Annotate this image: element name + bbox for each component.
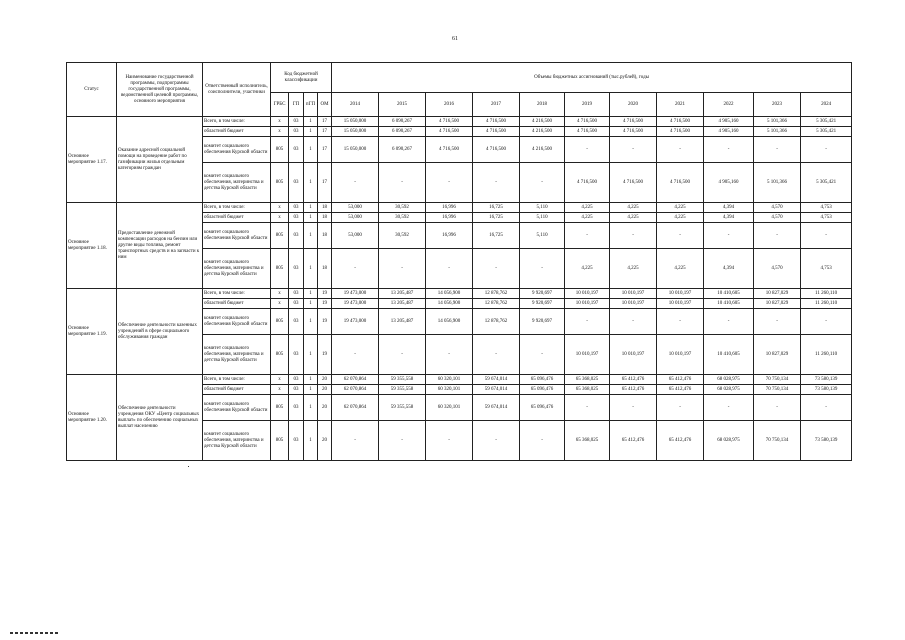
amount-cell: - <box>520 163 565 203</box>
amount-cell: 19 473,000 <box>332 289 379 299</box>
amount-cell: 4,225 <box>610 203 657 213</box>
amount-cell: 12 878,762 <box>473 289 520 299</box>
amount-cell: 4 716,500 <box>610 117 657 127</box>
amount-cell: - <box>379 249 426 289</box>
gp-code-cell: 03 <box>289 249 304 289</box>
amount-cell: 65 412,476 <box>610 375 657 385</box>
executor-cell: комитет социального обеспечения, материнства и детства Курской области <box>203 335 271 375</box>
om-code-cell: 19 <box>318 309 332 335</box>
gp-code-cell: 03 <box>289 289 304 299</box>
amount-cell: 68 028,975 <box>704 421 754 461</box>
grbs-code-cell: х <box>271 127 289 137</box>
amount-cell: - <box>379 163 426 203</box>
header-year: 2024 <box>801 93 852 117</box>
gp-code-cell: 03 <box>289 137 304 163</box>
amount-cell: 16,725 <box>473 223 520 249</box>
amount-cell: 4 716,500 <box>657 117 704 127</box>
measure-name-cell: Предоставление денежной компенсации расходов на бензин или другие виды топлива, ремонт транспортных средств и на запчасти к ним <box>117 203 203 289</box>
amount-cell: 6 090,267 <box>379 137 426 163</box>
amount-cell: 4,225 <box>657 249 704 289</box>
amount-cell: 6 090,267 <box>379 127 426 137</box>
pgp-code-cell: 1 <box>304 289 318 299</box>
amount-cell: 68 028,975 <box>704 375 754 385</box>
grbs-code-cell: х <box>271 385 289 395</box>
amount-cell: 70 750,134 <box>754 385 801 395</box>
amount-cell: - <box>426 421 473 461</box>
amount-cell: - <box>801 223 852 249</box>
amount-cell: - <box>565 137 610 163</box>
om-code-cell: 17 <box>318 117 332 127</box>
amount-cell: 10 010,197 <box>565 289 610 299</box>
amount-cell: 73 580,139 <box>801 385 852 395</box>
amount-cell: 65 412,476 <box>610 421 657 461</box>
amount-cell: - <box>332 421 379 461</box>
pgp-code-cell: 1 <box>304 117 318 127</box>
om-code-cell: 17 <box>318 163 332 203</box>
table-row <box>67 203 852 213</box>
om-code-cell: 19 <box>318 335 332 375</box>
grbs-code-cell: 805 <box>271 137 289 163</box>
pgp-code-cell: 1 <box>304 213 318 223</box>
amount-cell: - <box>565 395 610 421</box>
amount-cell: 4 216,500 <box>520 137 565 163</box>
executor-cell: комитет социального обеспечения, материнства и детства Курской области <box>203 249 271 289</box>
amount-cell: 10 410,605 <box>704 299 754 309</box>
amount-cell: 5 305,421 <box>801 163 852 203</box>
grbs-code-cell: 805 <box>271 223 289 249</box>
header-year: 2018 <box>520 93 565 117</box>
amount-cell: 9 920,697 <box>520 299 565 309</box>
header-grbs: ГРБС <box>271 93 289 117</box>
scan-edge-mark <box>10 632 58 634</box>
header-gp: ГП <box>289 93 304 117</box>
om-code-cell: 18 <box>318 213 332 223</box>
header-budget-classification: Код бюджетной классификации <box>271 63 332 93</box>
amount-cell: 16,725 <box>473 213 520 223</box>
om-code-cell: 19 <box>318 299 332 309</box>
amount-cell: 62 070,864 <box>332 395 379 421</box>
header-om: ОМ <box>318 93 332 117</box>
amount-cell: 10 010,197 <box>565 299 610 309</box>
grbs-code-cell: 805 <box>271 249 289 289</box>
amount-cell: 4,225 <box>610 249 657 289</box>
amount-cell: 59 674,014 <box>473 375 520 385</box>
executor-cell: комитет социального обеспечения Курской области <box>203 395 271 421</box>
amount-cell: 4 716,500 <box>565 163 610 203</box>
pgp-code-cell: 1 <box>304 223 318 249</box>
amount-cell: 4,570 <box>754 203 801 213</box>
grbs-code-cell: 805 <box>271 335 289 375</box>
table-row <box>67 375 852 385</box>
status-cell: Основное мероприятие 1.20. <box>67 375 117 461</box>
amount-cell: 15 050,000 <box>332 127 379 137</box>
grbs-code-cell: 805 <box>271 395 289 421</box>
amount-cell: - <box>473 335 520 375</box>
amount-cell: 10 410,605 <box>704 289 754 299</box>
om-code-cell: 18 <box>318 249 332 289</box>
amount-cell: 65 412,476 <box>657 375 704 385</box>
amount-cell: 73 580,139 <box>801 375 852 385</box>
gp-code-cell: 03 <box>289 385 304 395</box>
amount-cell: - <box>801 137 852 163</box>
pgp-code-cell: 1 <box>304 299 318 309</box>
amount-cell: - <box>565 223 610 249</box>
grbs-code-cell: х <box>271 117 289 127</box>
amount-cell: 60 320,101 <box>426 395 473 421</box>
amount-cell: 30,592 <box>379 203 426 213</box>
amount-cell: 4,225 <box>565 213 610 223</box>
amount-cell: - <box>426 163 473 203</box>
status-cell: Основное мероприятие 1.17. <box>67 117 117 203</box>
amount-cell: - <box>332 335 379 375</box>
om-code-cell: 20 <box>318 385 332 395</box>
amount-cell: - <box>426 249 473 289</box>
pgp-code-cell: 1 <box>304 421 318 461</box>
gp-code-cell: 03 <box>289 395 304 421</box>
executor-cell: областной бюджет <box>203 127 271 137</box>
gp-code-cell: 03 <box>289 203 304 213</box>
amount-cell: 65 368,025 <box>565 375 610 385</box>
om-code-cell: 18 <box>318 203 332 213</box>
header-year: 2023 <box>754 93 801 117</box>
amount-cell: 4 216,500 <box>520 117 565 127</box>
budget-allocation-table <box>66 62 852 461</box>
grbs-code-cell: х <box>271 203 289 213</box>
amount-cell: 11 260,110 <box>801 289 852 299</box>
amount-cell: - <box>704 395 754 421</box>
amount-cell: 12 878,762 <box>473 309 520 335</box>
grbs-code-cell: х <box>271 289 289 299</box>
amount-cell: - <box>332 249 379 289</box>
header-status: Статус <box>67 63 117 117</box>
pgp-code-cell: 1 <box>304 137 318 163</box>
amount-cell: 4,225 <box>657 203 704 213</box>
amount-cell: 5,110 <box>520 213 565 223</box>
header-name: Наименование государственной программы, подпрограммы государственной программы, ведомственной целевой программы, основного мероприятия <box>117 63 203 117</box>
executor-cell: Всего, в том числе: <box>203 375 271 385</box>
amount-cell: 62 070,864 <box>332 375 379 385</box>
amount-cell: - <box>754 309 801 335</box>
amount-cell: 70 750,134 <box>754 421 801 461</box>
grbs-code-cell: 805 <box>271 309 289 335</box>
gp-code-cell: 03 <box>289 127 304 137</box>
amount-cell: 4,394 <box>704 213 754 223</box>
amount-cell: 10 827,029 <box>754 289 801 299</box>
header-year: 2017 <box>473 93 520 117</box>
amount-cell: - <box>332 163 379 203</box>
grbs-code-cell: х <box>271 375 289 385</box>
amount-cell: 4 716,500 <box>610 127 657 137</box>
amount-cell: 53,000 <box>332 223 379 249</box>
amount-cell: 16,996 <box>426 203 473 213</box>
amount-cell: 4,753 <box>801 203 852 213</box>
amount-cell: 65 412,476 <box>657 421 704 461</box>
gp-code-cell: 03 <box>289 117 304 127</box>
gp-code-cell: 03 <box>289 421 304 461</box>
amount-cell: 4,225 <box>565 249 610 289</box>
page-number: 61 <box>452 36 458 42</box>
amount-cell: 5 101,366 <box>754 127 801 137</box>
amount-cell: - <box>610 223 657 249</box>
header-executor: Ответственный исполнитель, соисполнители, участники <box>203 63 271 117</box>
amount-cell: 4,394 <box>704 203 754 213</box>
om-code-cell: 20 <box>318 375 332 385</box>
amount-cell: 4 216,500 <box>520 127 565 137</box>
amount-cell: 4,753 <box>801 213 852 223</box>
amount-cell: 4 716,500 <box>565 117 610 127</box>
om-code-cell: 20 <box>318 421 332 461</box>
executor-cell: областной бюджет <box>203 385 271 395</box>
amount-cell: 4,570 <box>754 249 801 289</box>
gp-code-cell: 03 <box>289 335 304 375</box>
amount-cell: - <box>520 249 565 289</box>
grbs-code-cell: х <box>271 299 289 309</box>
amount-cell: 13 205,487 <box>379 299 426 309</box>
header-budget-volumes: Объемы бюджетных ассигнований (тыс.рублей), годы <box>332 63 852 93</box>
amount-cell: 4 716,500 <box>610 163 657 203</box>
header-year: 2019 <box>565 93 610 117</box>
amount-cell: 5,110 <box>520 203 565 213</box>
gp-code-cell: 03 <box>289 163 304 203</box>
measure-name-cell: Обеспечение деятельности учреждения ОКУ «Центр социальных выплат» по обеспечению социальных выплат населению <box>117 375 203 461</box>
amount-cell: 53,000 <box>332 213 379 223</box>
amount-cell: 14 056,900 <box>426 289 473 299</box>
pgp-code-cell: 1 <box>304 385 318 395</box>
amount-cell: 59 674,014 <box>473 395 520 421</box>
amount-cell: 65 096,476 <box>520 375 565 385</box>
amount-cell: 65 096,476 <box>520 385 565 395</box>
header-year: 2016 <box>426 93 473 117</box>
amount-cell: 16,996 <box>426 213 473 223</box>
amount-cell: 9 920,697 <box>520 309 565 335</box>
executor-cell: областной бюджет <box>203 299 271 309</box>
amount-cell: 4 716,500 <box>565 127 610 137</box>
amount-cell: 53,000 <box>332 203 379 213</box>
amount-cell: 4 716,500 <box>426 127 473 137</box>
amount-cell: 10 410,605 <box>704 335 754 375</box>
amount-cell: 10 010,197 <box>657 289 704 299</box>
measure-name-cell: Обеспечение деятельности казенных учреждений в сфере социального обслуживания граждан <box>117 289 203 375</box>
amount-cell: 65 412,476 <box>657 385 704 395</box>
amount-cell: 5 305,421 <box>801 127 852 137</box>
amount-cell: 10 010,197 <box>610 299 657 309</box>
pgp-code-cell: 1 <box>304 127 318 137</box>
amount-cell: - <box>754 395 801 421</box>
amount-cell: - <box>473 163 520 203</box>
executor-cell: Всего, в том числе: <box>203 289 271 299</box>
grbs-code-cell: 805 <box>271 421 289 461</box>
executor-cell: Всего, в том числе: <box>203 203 271 213</box>
header-year: 2014 <box>332 93 379 117</box>
amount-cell: 19 473,000 <box>332 299 379 309</box>
pgp-code-cell: 1 <box>304 335 318 375</box>
pgp-code-cell: 1 <box>304 249 318 289</box>
om-code-cell: 18 <box>318 223 332 249</box>
amount-cell: - <box>657 137 704 163</box>
amount-cell: 4,225 <box>610 213 657 223</box>
amount-cell: 10 010,197 <box>565 335 610 375</box>
amount-cell: - <box>473 421 520 461</box>
gp-code-cell: 03 <box>289 223 304 249</box>
gp-code-cell: 03 <box>289 309 304 335</box>
pgp-code-cell: 1 <box>304 375 318 385</box>
om-code-cell: 17 <box>318 127 332 137</box>
amount-cell: 65 412,476 <box>610 385 657 395</box>
amount-cell: - <box>754 137 801 163</box>
amount-cell: 16,725 <box>473 203 520 213</box>
amount-cell: 30,592 <box>379 213 426 223</box>
amount-cell: 10 010,197 <box>657 335 704 375</box>
executor-cell: комитет социального обеспечения, материнства и детства Курской области <box>203 163 271 203</box>
amount-cell: 6 090,267 <box>379 117 426 127</box>
amount-cell: 10 827,029 <box>754 335 801 375</box>
amount-cell: 10 010,197 <box>610 289 657 299</box>
table-row <box>67 289 852 299</box>
amount-cell: - <box>520 421 565 461</box>
amount-cell: 4 716,500 <box>473 117 520 127</box>
amount-cell: 4 716,500 <box>426 137 473 163</box>
amount-cell: - <box>657 223 704 249</box>
amount-cell: 4,225 <box>565 203 610 213</box>
gp-code-cell: 03 <box>289 213 304 223</box>
amount-cell: - <box>610 309 657 335</box>
executor-cell: областной бюджет <box>203 213 271 223</box>
amount-cell: 30,592 <box>379 223 426 249</box>
executor-cell: комитет социального обеспечения Курской области <box>203 137 271 163</box>
amount-cell: - <box>520 335 565 375</box>
scan-speck <box>188 466 189 467</box>
amount-cell: 4,394 <box>704 249 754 289</box>
amount-cell: 4 905,160 <box>704 127 754 137</box>
amount-cell: 65 096,476 <box>520 395 565 421</box>
executor-cell: комитет социального обеспечения Курской области <box>203 223 271 249</box>
amount-cell: 4 716,500 <box>473 137 520 163</box>
amount-cell: 65 368,025 <box>565 421 610 461</box>
executor-cell: Всего, в том числе: <box>203 117 271 127</box>
gp-code-cell: 03 <box>289 299 304 309</box>
amount-cell: 59 674,014 <box>473 385 520 395</box>
amount-cell: 9 920,697 <box>520 289 565 299</box>
amount-cell: 13 205,487 <box>379 289 426 299</box>
header-year: 2021 <box>657 93 704 117</box>
amount-cell: 14 056,900 <box>426 299 473 309</box>
amount-cell: 15 050,000 <box>332 137 379 163</box>
status-cell: Основное мероприятие 1.19. <box>67 289 117 375</box>
amount-cell: 15 050,000 <box>332 117 379 127</box>
amount-cell: - <box>704 137 754 163</box>
amount-cell: 4,753 <box>801 249 852 289</box>
amount-cell: 10 010,197 <box>610 335 657 375</box>
gp-code-cell: 03 <box>289 375 304 385</box>
pgp-code-cell: 1 <box>304 395 318 421</box>
header-year: 2022 <box>704 93 754 117</box>
amount-cell: - <box>754 223 801 249</box>
om-code-cell: 19 <box>318 289 332 299</box>
amount-cell: 62 070,864 <box>332 385 379 395</box>
amount-cell: - <box>426 335 473 375</box>
amount-cell: - <box>610 395 657 421</box>
amount-cell: 59 355,558 <box>379 395 426 421</box>
amount-cell: 4 716,500 <box>426 117 473 127</box>
grbs-code-cell: х <box>271 213 289 223</box>
header-year: 2020 <box>610 93 657 117</box>
table-row <box>67 117 852 127</box>
amount-cell: 4 716,500 <box>657 127 704 137</box>
amount-cell: - <box>704 309 754 335</box>
status-cell: Основное мероприятие 1.18. <box>67 203 117 289</box>
amount-cell: 5 101,366 <box>754 163 801 203</box>
amount-cell: - <box>801 309 852 335</box>
om-code-cell: 17 <box>318 137 332 163</box>
amount-cell: 11 260,110 <box>801 335 852 375</box>
amount-cell: 14 056,900 <box>426 309 473 335</box>
amount-cell: 19 473,000 <box>332 309 379 335</box>
amount-cell: 5 101,366 <box>754 117 801 127</box>
om-code-cell: 20 <box>318 395 332 421</box>
amount-cell: 70 750,134 <box>754 375 801 385</box>
amount-cell: 68 028,975 <box>704 385 754 395</box>
amount-cell: 10 010,197 <box>657 299 704 309</box>
amount-cell: - <box>565 309 610 335</box>
header-pgp: пГП <box>304 93 318 117</box>
amount-cell: - <box>379 335 426 375</box>
amount-cell: 65 368,025 <box>565 385 610 395</box>
measure-name-cell: Оказание адресной социальной помощи на проведение работ по газификации жилья отдельным категориям граждан <box>117 117 203 203</box>
amount-cell: 60 320,101 <box>426 375 473 385</box>
amount-cell: 73 580,139 <box>801 421 852 461</box>
amount-cell: 5 305,421 <box>801 117 852 127</box>
amount-cell: - <box>657 309 704 335</box>
amount-cell: 4,225 <box>657 213 704 223</box>
amount-cell: 59 355,558 <box>379 375 426 385</box>
amount-cell: 12 878,762 <box>473 299 520 309</box>
amount-cell: 11 260,110 <box>801 299 852 309</box>
amount-cell: - <box>657 395 704 421</box>
executor-cell: комитет социального обеспечения Курской области <box>203 309 271 335</box>
amount-cell: - <box>801 395 852 421</box>
amount-cell: 4 716,500 <box>473 127 520 137</box>
amount-cell: 60 320,101 <box>426 385 473 395</box>
grbs-code-cell: 805 <box>271 163 289 203</box>
amount-cell: 10 827,029 <box>754 299 801 309</box>
pgp-code-cell: 1 <box>304 309 318 335</box>
amount-cell: 4 716,500 <box>657 163 704 203</box>
amount-cell: 5,110 <box>520 223 565 249</box>
amount-cell: - <box>704 223 754 249</box>
amount-cell: - <box>473 249 520 289</box>
amount-cell: - <box>610 137 657 163</box>
executor-cell: комитет социального обеспечения, материнства и детства Курской области <box>203 421 271 461</box>
amount-cell: 16,996 <box>426 223 473 249</box>
amount-cell: 59 355,558 <box>379 385 426 395</box>
amount-cell: 4,570 <box>754 213 801 223</box>
amount-cell: 4 905,160 <box>704 163 754 203</box>
header-year: 2015 <box>379 93 426 117</box>
pgp-code-cell: 1 <box>304 203 318 213</box>
amount-cell: 13 205,487 <box>379 309 426 335</box>
amount-cell: 4 905,160 <box>704 117 754 127</box>
amount-cell: - <box>379 421 426 461</box>
pgp-code-cell: 1 <box>304 163 318 203</box>
